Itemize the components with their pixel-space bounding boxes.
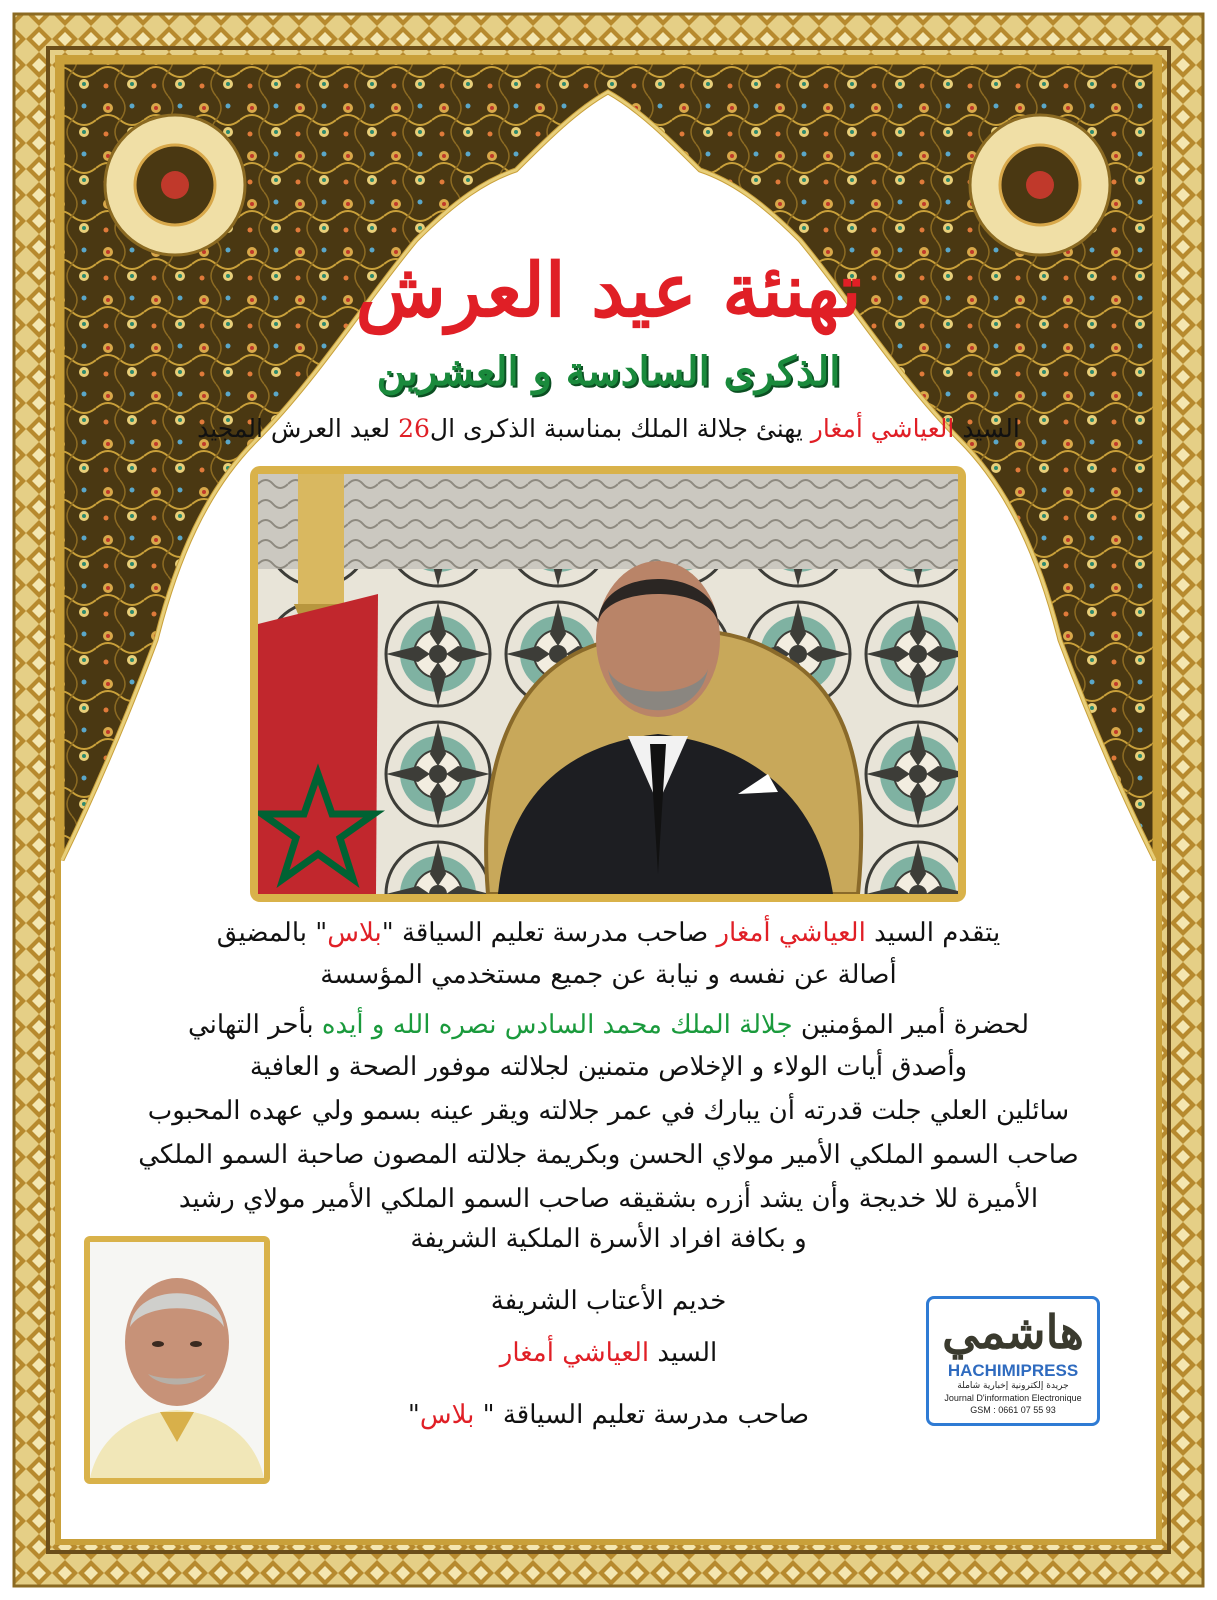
signature-name: العياشي أمغار	[499, 1338, 650, 1368]
body-line-7: الأميرة للا خديجة وأن يشد أزره بشقيقه صاحب السمو الملكي الأمير مولاي رشيد	[178, 1184, 1039, 1214]
logo-arabic: هاشمي	[942, 1305, 1084, 1359]
body-line-3-king: جلالة الملك محمد السادس نصره الله و أيده	[321, 1010, 793, 1040]
signature-school-suffix: "	[407, 1400, 420, 1430]
body-line-1	[0, 918, 1217, 948]
page-title: تهنئة عيد العرش	[355, 248, 862, 334]
intro-end: لعيد العرش المجيد	[197, 414, 391, 443]
body-line-3-b: بأحر التهاني	[188, 1010, 314, 1040]
body-line-1-a: يتقدم السيد	[874, 918, 1001, 948]
body-line-4: وأصدق أيات الولاء و الإخلاص متمنين لجلالته موفور الصحة و العافية	[249, 1052, 968, 1082]
logo-tagline-ar: جريدة إلكترونية إخبارية شاملة	[957, 1381, 1069, 1391]
logo-latin: HACHIMIPRESS	[947, 1361, 1079, 1380]
body-line-5: سائلين العلي جلت قدرته أن يبارك في عمر جلالته ويقر عينه بسمو ولي عهده المحبوب	[147, 1096, 1070, 1126]
body-line-8: و بكافة افراد الأسرة الملكية الشريفة	[410, 1224, 807, 1254]
body-line-1-school: بلاس	[327, 918, 382, 948]
intro-prefix: السيد	[962, 414, 1020, 443]
signature-name-line	[0, 1338, 1217, 1368]
signature-school: بلاس	[419, 1400, 475, 1430]
body-line-1-name: العياشي أمغار	[716, 918, 866, 948]
intro-number: 26	[398, 414, 430, 443]
signature-title: خديم الأعتاب الشريفة	[490, 1286, 727, 1316]
page-subtitle: الذكرى السادسة و العشرين	[376, 348, 841, 395]
body-line-3-a: لحضرة أمير المؤمنين	[800, 1010, 1029, 1040]
logo-tagline-fr: Journal D'information Electronique	[944, 1393, 1082, 1403]
body-line-2: أصالة عن نفسه و نيابة عن جميع مستخدمي المؤسسة	[320, 960, 897, 990]
signature-school-line	[0, 1400, 1217, 1430]
signature-school-prefix: صاحب مدرسة تعليم السياقة "	[482, 1400, 810, 1430]
body-line-3	[0, 1010, 1217, 1040]
logo-gsm: GSM : 0661 07 55 93	[970, 1405, 1056, 1415]
body-line-1-b: صاحب مدرسة تعليم السياقة "	[381, 918, 709, 948]
body-line-1-c: " بالمضيق	[216, 918, 328, 948]
intro-line	[0, 414, 1217, 443]
intro-name: العياشي أمغار	[810, 414, 955, 443]
body-line-6: صاحب السمو الملكي الأمير مولاي الحسن وبكريمة جلالته المصون صاحبة السمو الملكي	[138, 1140, 1079, 1170]
signature-prefix: السيد	[657, 1338, 718, 1368]
intro-rest: يهنئ جلالة الملك بمناسبة الذكرى ال	[429, 414, 803, 443]
